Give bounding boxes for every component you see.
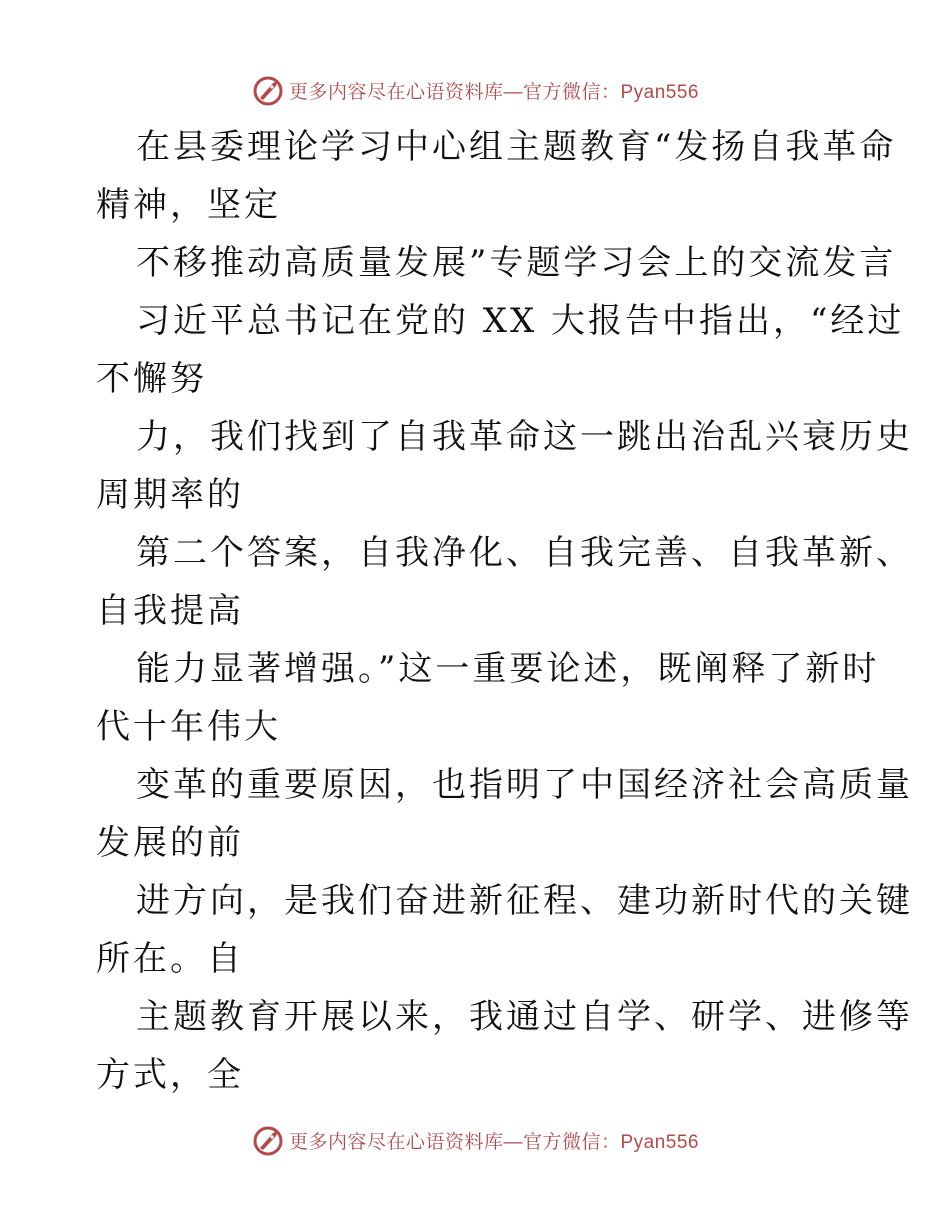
body-line: 不移推动高质量发展”专题学习会上的交流发言 bbox=[136, 243, 897, 283]
body-line: 习近平总书记在党的 XX 大报告中指出，“经过 bbox=[136, 301, 905, 341]
footer-banner-inner bbox=[251, 1123, 699, 1157]
pen-nib-logo-icon bbox=[251, 73, 285, 107]
body-line: 在县委理论学习中心组主题教育“发扬自我革命 bbox=[136, 127, 897, 167]
body-line: 第二个答案，自我净化、自我完善、自我革新、 bbox=[136, 533, 913, 573]
footer-banner bbox=[0, 1120, 950, 1160]
document-body bbox=[96, 118, 913, 1104]
body-line: 力，我们找到了自我革命这一跳出治乱兴衰历史 bbox=[136, 417, 913, 457]
body-line: 主题教育开展以来，我通过自学、研学、进修等 bbox=[136, 997, 913, 1037]
header-banner-text: 更多内容尽在心语资料库—官方微信：Pyan556 bbox=[288, 81, 699, 103]
footer-banner-text: 更多内容尽在心语资料库—官方微信：Pyan556 bbox=[288, 1131, 699, 1153]
header-banner-inner bbox=[251, 73, 699, 107]
body-line: 自我提高 bbox=[96, 591, 244, 631]
body-line: 方式，全 bbox=[96, 1055, 244, 1095]
header-banner bbox=[0, 70, 950, 110]
body-line: 变革的重要原因，也指明了中国经济社会高质量 bbox=[136, 765, 913, 805]
body-line: 能力显著增强。”这一重要论述，既阐释了新时 bbox=[136, 649, 880, 689]
body-line: 周期率的 bbox=[96, 475, 244, 515]
body-line: 进方向，是我们奋进新征程、建功新时代的关键 bbox=[136, 881, 913, 921]
body-line: 不懈努 bbox=[96, 359, 207, 399]
body-line: 所在。自 bbox=[96, 939, 244, 979]
body-line: 发展的前 bbox=[96, 823, 244, 863]
body-line: 精神，坚定 bbox=[96, 185, 281, 225]
pen-nib-logo-icon bbox=[251, 1123, 285, 1157]
body-line: 代十年伟大 bbox=[96, 707, 281, 747]
